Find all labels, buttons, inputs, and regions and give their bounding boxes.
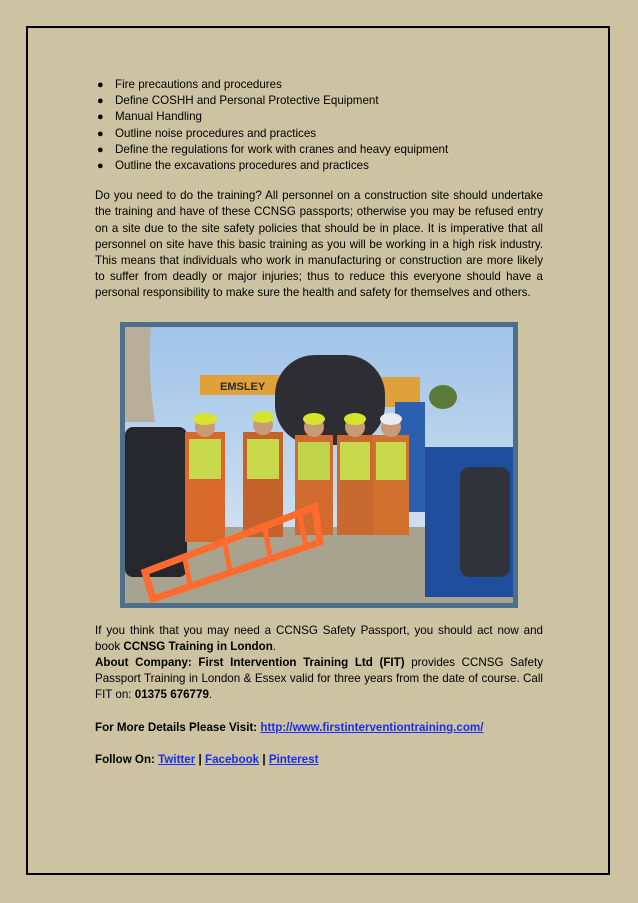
cta-paragraph: If you think that you may need a CCNSG Safety Passport, you should act now and book CCNSG Training in London. [95, 623, 543, 653]
training-paragraph: Do you need to do the training? All personnel on a construction site should undertake the training and have of these CCNSG passports; otherwise you may be refused entry on a site due to the site safety policies that should be in place. It is imperative that all personnel on site have this basic training as you will be working in a high risk industry. This means that individuals who work in manufacturing or construction are more likely to suffer from deadly or major injuries; thus to reduce this everyone should have a personal responsibility to make sure the health and safety for themselves and others. [95, 189, 543, 300]
follow-line: Follow On: Twitter | Facebook | Pinterest [95, 752, 319, 766]
bullet-icon: ● [97, 160, 104, 173]
bullet-icon: ● [97, 111, 104, 124]
list-item: ● Outline the excavations procedures and practices [95, 158, 543, 174]
list-item: ● Outline noise procedures and practices [95, 126, 543, 142]
about-paragraph: About Company: First Intervention Training Ltd (FIT) provides CCNSG Safety Passport Training in London & Essex valid for three years from the date of course. Call FIT on: 01375 676779. [95, 656, 543, 702]
bullet-icon: ● [97, 79, 104, 91]
crane-label: EMSLEY [220, 380, 266, 393]
construction-workers-photo [120, 322, 518, 608]
facebook-link[interactable]: Facebook [204, 752, 260, 766]
list-item: ● Fire precautions and procedures [95, 77, 543, 93]
twitter-link[interactable]: Twitter [158, 752, 196, 766]
pinterest-link[interactable]: Pinterest [268, 752, 319, 766]
phone-number: 01375 676779 [134, 688, 209, 702]
bullet-icon: ● [97, 143, 104, 156]
document-content [95, 77, 543, 768]
ccnsg-training-link-text: CCNSG Training in London [123, 639, 273, 653]
bullet-icon: ● [97, 95, 104, 108]
details-line [95, 720, 543, 736]
topics-list [95, 77, 543, 174]
photo-illustration [125, 327, 513, 603]
follow-label: Follow On: [95, 752, 159, 766]
list-item: ● Define the regulations for work with cranes and heavy equipment [95, 142, 543, 158]
website-link[interactable]: http://www.firstinterventiontraining.com/ [260, 720, 484, 734]
list-item: ● Define COSHH and Personal Protective Equipment [95, 93, 543, 109]
about-label: About Company: First Intervention Training Ltd (FIT) [95, 656, 405, 670]
details-label: For More Details Please Visit: [95, 720, 261, 734]
list-item: ● Manual Handling [95, 109, 543, 125]
bullet-icon: ● [97, 127, 104, 140]
